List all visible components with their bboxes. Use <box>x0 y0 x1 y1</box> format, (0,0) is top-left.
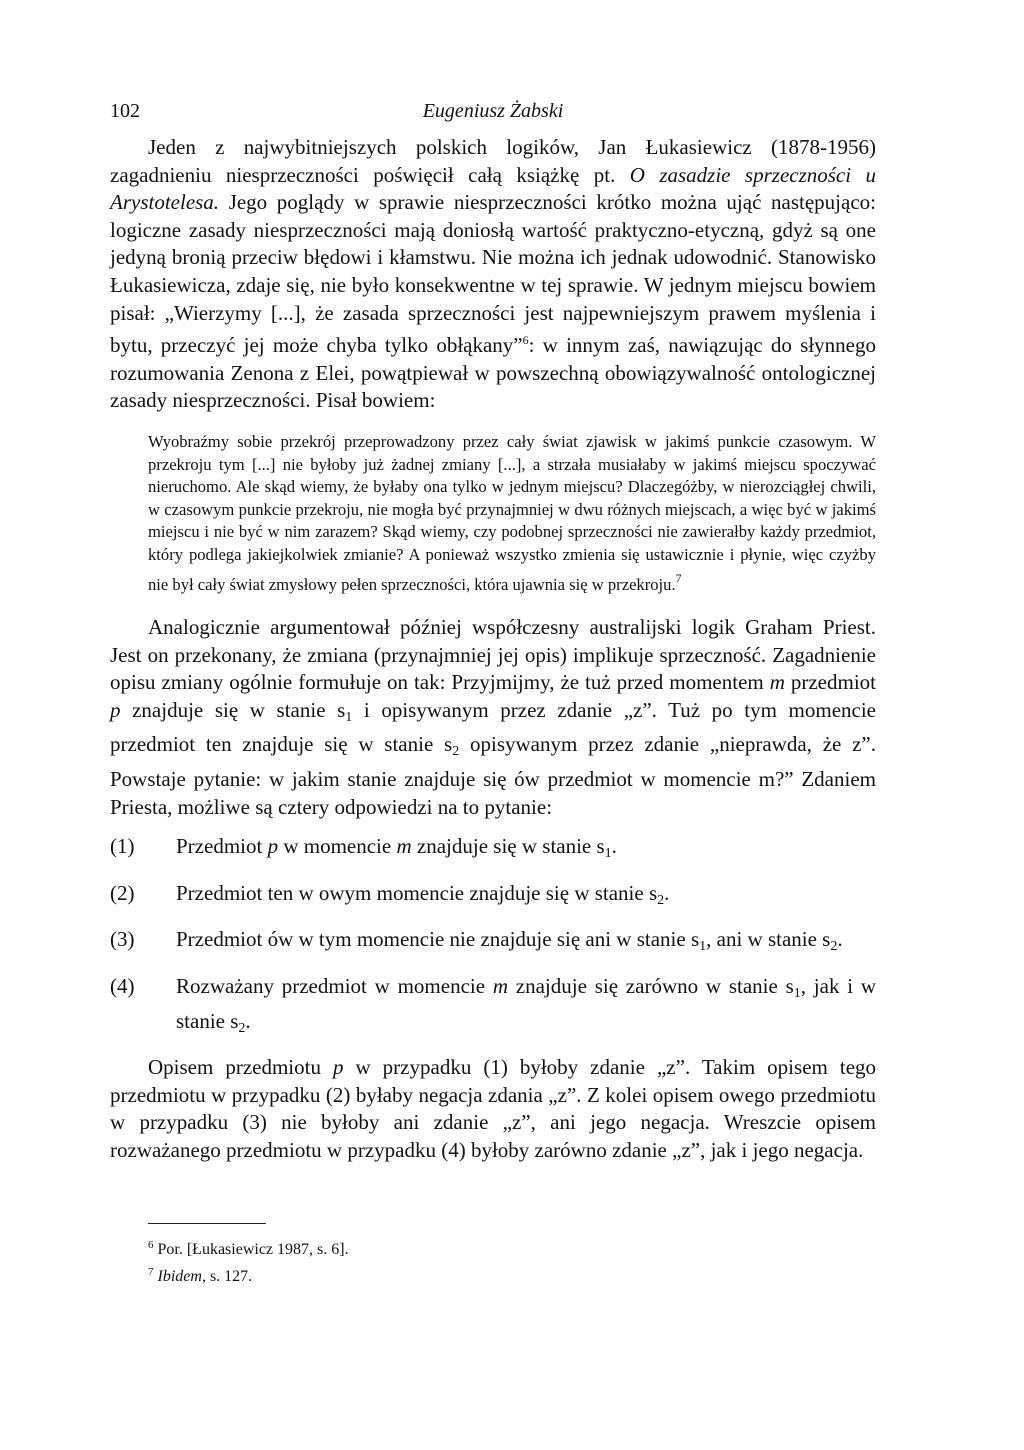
footnote-ref-7[interactable]: 7 <box>675 570 682 585</box>
list-text <box>176 833 876 868</box>
list-number: (4) <box>110 974 135 999</box>
footnote-text: , s. 127. <box>201 1267 253 1285</box>
text-run: : w innym zaś, nawiązując do słynnego rozumowania Zenona z Elei, powątpiewał w powszechną obowiązywalność ontologicznej zasady niesprzeczności. Pisał bowiem: <box>110 333 876 413</box>
text-run: , jak i w stanie s <box>176 974 877 1033</box>
text-run: znajduje się zarówno w stanie s <box>508 974 794 999</box>
list-item <box>110 833 876 868</box>
text-run: opisywanym przez zdanie „nieprawda, że z”. Powstaje pytanie: w jakim stanie znajduje się ów przedmiot w momencie m?” Zdaniem Priesta, możliwe są cztery odpowiedzi na to pytanie: <box>110 732 876 819</box>
footnote-7 <box>148 1261 876 1288</box>
paragraph-priest <box>110 614 876 821</box>
list-item <box>110 926 876 961</box>
page <box>110 100 876 1288</box>
subscript: 2 <box>238 1020 246 1036</box>
footnote-6 <box>148 1234 876 1261</box>
list-text <box>176 926 876 961</box>
text-run: w momencie <box>278 834 397 859</box>
variable-m: m <box>492 974 509 999</box>
text-run: . <box>611 834 617 859</box>
footnote-divider <box>148 1223 266 1224</box>
text-run: . <box>664 880 670 905</box>
variable-p: p <box>110 697 121 722</box>
text-run: Opisem przedmiotu <box>148 1055 333 1080</box>
running-head <box>110 100 876 134</box>
quote-text: Wyobraźmy sobie przekrój przeprowadzony przez cały świat zjawisk w jakimś punkcie czasowym. W przekroju tym [...] nie byłoby już żadnej zmiany [...], a strzała musiałaby w jakimś miejscu spoczywać nieruchomo. Ale skąd wiemy, że byłaby ona tylko w jednym miejscu? Dlaczegóżby, w nierozciągłej chwili, w czasowym punkcie przekroju, nie mogła być przynajmniej w dwu różnych miejscach, a więc być w jakimś miejscu i nie być w nim zarazem? Skąd wiemy, czy podobnej sprzeczności nie zawierałby każdy przedmiot, który podlega jakiejkolwiek zmianie? A ponieważ wszystko zmienia się ustawicznie i płynie, więc czyżby nie był cały świat zmysłowy pełen sprzeczności, która ujawnia się w przekroju. <box>148 431 876 594</box>
subscript: 1 <box>345 709 353 725</box>
footnote-number: 7 <box>148 1265 154 1278</box>
text-run: znajduje się w stanie s <box>411 834 605 859</box>
text-run: Rozważany przedmiot w momencie <box>176 974 493 999</box>
list-number: (2) <box>110 880 135 905</box>
text-run: przedmiot <box>784 670 876 695</box>
footnote-text: Por. [Łukasiewicz 1987, s. 6]. <box>157 1240 349 1258</box>
variable-m: m <box>769 670 785 695</box>
text-run: Jego poglądy w sprawie niesprzeczności krótko można ująć następująco: logiczne zasady niesprzeczności mają doniosłą wartość praktyczno-etyczną, gdyż są one jedyną bronią przeciw błędowi i kłamstwu. Nie można ich jednak udowodnić. Stanowisko Łukasiewicza, zdaje się, nie było konsekwentne w tej sprawie. W jednym miejscu bowiem pisał: „Wierzymy [...], że zasada sprzeczności jest najpewniejszym prawem myślenia i bytu, przeczyć jej może chyba tylko obłąkany” <box>110 190 876 358</box>
subscript: 2 <box>830 939 838 955</box>
list-item <box>110 973 876 1042</box>
text-run: Przedmiot <box>176 834 268 859</box>
text-run: . <box>837 927 843 952</box>
running-head-author: Eugeniusz Żabski <box>422 100 564 122</box>
text-run: , ani w stanie s <box>706 927 831 952</box>
list-number: (1) <box>110 834 135 859</box>
text-run: Przedmiot ów w tym momencie nie znajduje się ani w stanie s <box>176 927 700 952</box>
book-title: O zasadzie sprzeczności u Arystotelesa. <box>110 162 877 215</box>
subscript: 1 <box>793 986 801 1002</box>
paragraph-descriptions <box>110 1054 876 1164</box>
list-number: (3) <box>110 927 135 952</box>
page-number: 102 <box>110 100 140 122</box>
subscript: 2 <box>657 892 665 908</box>
variable-m: m <box>396 834 412 859</box>
text-run: . <box>245 1008 251 1033</box>
subscript: 1 <box>699 939 707 955</box>
list-text <box>176 973 876 1042</box>
text-run: Przedmiot ten w owym momencie znajduje się w stanie s <box>176 880 658 905</box>
list-text <box>176 880 876 915</box>
paragraph-lukasiewicz <box>110 134 876 415</box>
text-run: i opisywanym przez zdanie „z”. Tuż po tym momencie przedmiot ten znajduje się w stanie s <box>110 697 877 757</box>
subscript: 1 <box>604 846 612 862</box>
list-item <box>110 880 876 915</box>
text-run: Analogicznie argumentował później współczesny australijski logik Graham Priest. Jest on przekonany, że zmiana (przynajmniej jej opis) implikuje sprzeczność. Zagadnienie opisu zmiany ogólnie formułuje on tak: Przyjmijmy, że tuż przed momentem <box>110 615 876 695</box>
text-run: w przypadku (1) byłoby zdanie „z”. Takim opisem tego przedmiotu w przypadku (2) byłaby negacja zdania „z”. Z kolei opisem owego przedmiotu w przypadku (3) nie byłoby ani zdanie „z”, ani jego negacja. Wreszcie opisem rozważanego przedmiotu w przypadku (4) byłoby zarówno zdanie „z”, jak i jego negacja. <box>110 1055 877 1162</box>
subscript: 2 <box>452 744 460 760</box>
footnote-number: 6 <box>148 1238 154 1251</box>
text-run: znajduje się w stanie s <box>120 697 346 722</box>
variable-p: p <box>333 1055 344 1080</box>
answer-list <box>110 833 876 1042</box>
footnote-ref-6[interactable]: 6 <box>522 333 529 348</box>
footnote-ibidem: Ibidem <box>157 1267 202 1285</box>
text-run: Jeden z najwybitniejszych polskich logików, Jan Łukasiewicz (1878-1956) zagadnieniu niesprzeczności poświęcił całą książkę pt. <box>110 135 876 187</box>
variable-p: p <box>267 834 279 859</box>
block-quote <box>148 431 876 596</box>
